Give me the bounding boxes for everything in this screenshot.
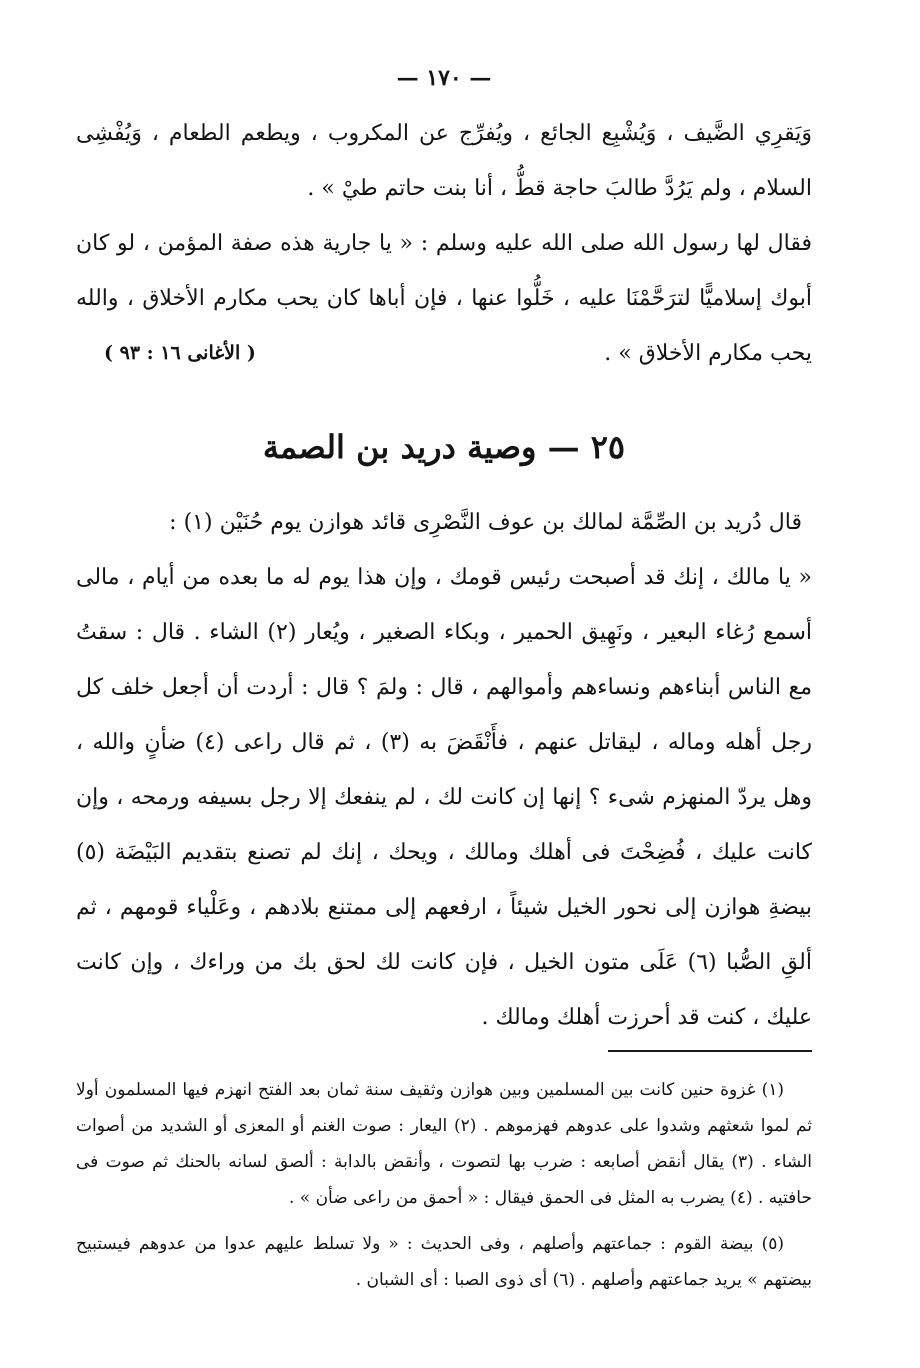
footnote-block-2: (٥) بيضة القوم : جماعتهم وأصلهم ، وفى الحديث : « ولا تسلط عليهم عدوا من عدوهم فيستبيح بيضتهم » يريد جماعتهم وأصلهم . (٦) أى ذوى الصبا : أى الشبان . [76,1234,812,1290]
page-number: — ١٧٠ — [396,65,492,91]
footnote-separator [608,1050,812,1052]
source-citation: ( الأغانى ١٦ : ٩٣ ) [104,342,256,364]
footnote-block-1: (١) غزوة حنين كانت بين المسلمين وبين هوازن وثقيف سنة ثمان بعد الفتح انهزم فيها المسلمون أولا ثم لموا شعثهم وشدوا على عدوهم فهزموهم . (٢) اليعار : صوت الغنم أو المعزى أو الشديد من أصوات الشاء . (٣) يقال أنقض أصابعه : ضرب بها لتصوت ، وأنقض بالدابة : ألصق لسانه بالحنك ثم صوت فى حافتيه . (٤) يضرب به المثل فى الحمق فيقال : « أحمق من راعى ضأن » . [76,1080,812,1208]
footnotes [76,1072,812,1298]
section-title: ٢٥ — وصية دريد بن الصمة [262,428,626,466]
top-paragraph-2-text: فقال لها رسول الله صلى الله عليه وسلم : « يا جارية هذه صفة المؤمن ، لو كان أبوك إسلاميًّا لترَحَّمْنَا عليه ، خَلُّوا عنها ، فإن أباها كان يحب مكارم الأخلاق ، والله يحب مكارم الأخلاق » . [76,231,812,366]
section-intro: قال دُريد بن الصِّمَّة لمالك بن عوف النَّصْرِى قائد هوازن يوم حُنَيْن (١) : [169,510,802,535]
top-paragraph-2 [76,216,812,381]
top-paragraph-1: وَيَقرِي الضَّيف ، وَيُشْبِع الجائع ، ويُفرِّج عن المكروب ، ويطعم الطعام ، وَيُفْشِى السلام ، ولم يَرُدَّ طالبَ حاجة قطُّ ، أنا بنت حاتم طيْ » . [76,121,812,201]
section-body: « يا مالك ، إنك قد أصبحت رئيس قومك ، وإن هذا يوم له ما بعده من أيام ، مالى أسمع رُغاء البعير ، ونَهِيق الحمير ، وبكاء الصغير ، ويُعار (٢) الشاء . قال : سقتُ مع الناس أبناءهم ونساءهم وأموالهم ، قال : ولمَ ؟ قال : أردت أن أجعل خلف كل رجل أهله وماله ، ليقاتل عنهم ، فأَنْقَضَ به (٣) ، ثم قال راعى (٤) ضأنٍ والله ، وهل يردّ المنهزم شىء ؟ إنها إن كانت لك ، لم ينفعك إلا رجل بسيفه ورمحه ، وإن كانت عليك ، فُضِحْتَ فى أهلك ومالك ، ويحك ، إنك لم تصنع بتقديم البَيْضَة (٥) بيضةِ هوازن إلى نحور الخيل شيئاً ، ارفعهم إلى ممتنع بلادهم ، وعَلْياء قومهم ، ثم ألقِ الصُّبا (٦) عَلَى متون الخيل ، فإن كانت لك لحق بك من وراءك ، وإن كانت عليك ، كنت قد أحرزت أهلك ومالك . [76,565,812,1030]
